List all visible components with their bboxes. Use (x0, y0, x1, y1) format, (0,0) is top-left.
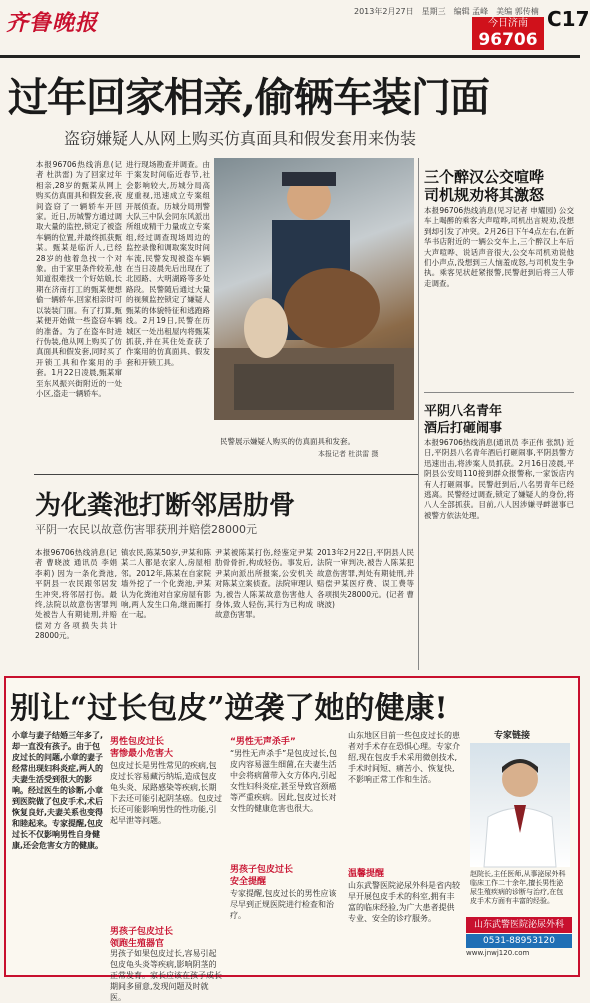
story2-column: 镇农民,陈某50岁,尹某和陈某二人都是农家人,房屋相邻。2012年,陈某在自家院墙外挖了一个化粪池,尹某认为化粪池对自家房屋有影响,两人发生口角,继而厮打在一起。 (121, 548, 211, 620)
story2-column: 尹某被陈某打伤,经鉴定尹某肋骨骨折,构成轻伤。事发后,尹某向派出所报案,公安机关对陈某立案侦查。法院审理认为,被告人陈某故意伤害他人身体,致人轻伤,其行为已构成故意伤害罪。 (215, 548, 313, 620)
ad-subheading: “男性无声杀手” (230, 737, 296, 747)
ad-headline: 别让“过长包皮”逆袭了她的健康! (10, 691, 448, 726)
section-label: 今日济南 (472, 17, 544, 31)
ad-intro: 小章与妻子结婚三年多了,却一直没有孩子。由于包皮过长的问题,小章的妻子经常出现妇科炎症,两人的夫妻生活受到很大的影响。经过医生的诊断,小章到医院做了包皮手术,术后恢复良好,夫妻关系也变得和睦起来。专家提醒,包皮过长不仅影响男性自身健康,还会危害女方的健康。 (12, 731, 104, 850)
page-number: C17 (547, 7, 590, 31)
doctor-portrait-illustration (470, 743, 570, 867)
photo-caption: 民警展示嫌疑人购买的仿真面具和发套。 (220, 437, 355, 446)
section-divider (34, 474, 418, 475)
doctor-bio: 赵院长,主任医师,从事泌尿外科临床工作二十余年,擅长男性泌尿生殖疾病的诊断与治疗,在包皮手术方面有丰富的经验。 (470, 870, 566, 905)
side2-body: 本报96706热线消息(通讯员 李正伟 张凯) 近日,平阴县八名青年酒后打砸闹事,平阴县警方迅速出击,将涉案人员抓获。2月16日凌晨,平阴县公安局110接到群众报警称,一家饭店内有人打砸闹事。民警赶到后,八名男青年已经逃离。民警经过调查,锁定了嫌疑人的身份,将八人全部抓获。目前,八人因涉嫌寻衅滋事已被警方依法处理。 (424, 438, 574, 520)
side-divider (424, 392, 574, 393)
story2-column: 本报96706热线消息(记者 曹晓波 通讯员 李娟 李莉) 因为一条化粪池,平阴县一农民跟邻居发生冲突,将邻居打伤。最终,法院以故意伤害罪判处被告人有期徒刑,并赔偿对方各项损失共计28000元。 (35, 548, 117, 641)
story1-column: 本报96706热线消息(记者 杜洪雷) 为了回家过年相亲,28岁的甄某从网上购买仿真面具和假发套,夜间盗窃了一辆轿车开回家。近日,历城警方通过调取大量的监控,锁定了被盗车辆的位置,并最终抓获甄某。甄某是临沂人,已经28岁的他着急找一个对象。由于家里条件较差,他知道很难找一个好姑娘,长期在济南打工的甄某便想偷一辆轿车,回家相亲时可以装装门面。有了打算,甄某便开始做一些盗窃车辆的准备。为了在盗车时进行伪装,他从网上购买了仿真面具和假发套,同时买了开锁工具和作案用的手套。1月22日凌晨,甄某窜至东风振兴街附近的一处小区,盗走一辆轿车。 (36, 160, 122, 398)
hotline-number: 96706 (472, 31, 544, 50)
ad-subheading: 温馨提醒 (348, 869, 385, 879)
ad-body: 山东武警医院泌尿外科是省内较早开展包皮手术的科室,拥有丰富的临床经验,为广大患者提供专业、安全的诊疗服务。 (348, 881, 460, 923)
header-rule (0, 55, 580, 58)
ad-body: 包皮过长是男性常见的疾病,包皮过长容易藏污纳垢,造成包皮龟头炎、尿路感染等疾病,长期下去还可能引起阴茎癌。包皮过长还可能影响男性的性功能,引起早泄等问题。 (110, 761, 222, 825)
story1-headline: 过年回家相亲,偷辆车装门面 (8, 74, 489, 121)
column-divider (418, 158, 419, 474)
hospital-name: 山东武警医院泌尿外科 (466, 917, 572, 933)
ad-subheading: 领跑生殖器官 (110, 939, 165, 949)
ad-body: “男性无声杀手”是包皮过长,包皮内容易滋生细菌,在夫妻生活中会将病菌带入女方体内,引起女性妇科炎症,甚至导致宫颈癌等严重疾病。因此,包皮过长对女性的健康危害也很大。 (230, 749, 337, 813)
column-divider (418, 474, 419, 670)
story2-subhead: 平阴一农民以故意伤害罪获刑并赔偿28000元 (35, 523, 257, 536)
story2-column: 2013年2月22日,平阴县人民法院一审判决,被告人陈某犯故意伤害罪,判处有期徒刑,并赔偿尹某医疗费、误工费等各项损失28000元。(记者 曹晓波) (317, 548, 414, 610)
ad-subheading: 害惨最小危害大 (110, 749, 174, 759)
ad-body: 山东地区目前一些包皮过长的患者对手术存在恐惧心理。专家介绍,现在包皮手术采用微创技术,手术时间短、痛苦小、恢复快,不影响正常工作和生活。 (348, 731, 460, 784)
expert-label: 专家链接 (494, 731, 531, 741)
ad-subheading: 男孩子包皮过长 (110, 927, 174, 937)
hospital-phone: 0531-88953120 (466, 934, 572, 948)
doctor-photo (470, 743, 570, 867)
side1-headline: 三个醉汉公交喧哗 (424, 168, 545, 186)
ad-body: 男孩子如果包皮过长,容易引起包皮龟头炎等疾病,影响阴茎的正常发育。家长应该在孩子成长期间多留意,发现问题及时就医。 (110, 949, 222, 1002)
ad-body: 专家提醒,包皮过长的男性应该尽早到正规医院进行检查和治疗。 (230, 889, 337, 920)
newspaper-logo: 齐鲁晚报 (6, 10, 99, 36)
story1-column: 进行现场勘查并调查。由于案发时间临近春节,社会影响较大,历城分局高度重视,迅速成立专案组开展侦查。历城分局刑警大队三中队会同东风派出所组成精干力量成立专案组,经过调查现场周边的监控录像和调取案发时间车流,民警发现被盗车辆在当日凌晨先后出现在了北园路、大明湖路等多处路段。民警随后通过大量的视频监控锁定了嫌疑人甄某的体貌特征和逃跑路线。2月19日,民警在历城区一处出租屋内将甄某抓获,并在其住处查获了作案用的仿真面具、假发套和开锁工具。 (126, 160, 210, 367)
hospital-website: www.jnwj120.com (466, 949, 530, 957)
side2-headline: 酒后打砸闹事 (424, 421, 503, 436)
news-photo (214, 158, 414, 420)
ad-subheading: 安全提醒 (230, 877, 267, 887)
photo-credit: 本报记者 杜洪雷 摄 (318, 450, 379, 458)
police-officer-photo-illustration (214, 158, 414, 420)
story1-subhead: 盗窃嫌疑人从网上购买仿真面具和假发套用来伪装 (64, 129, 417, 148)
ad-subheading: 男孩子包皮过长 (230, 865, 294, 875)
side1-body: 本报96706热线消息(见习记者 申耀园) 公交车上喝醉的乘客大声喧哗,司机出言规劝,没想到却引发了冲突。2月26日下午4点左右,在新华书店附近的一辆公交车上,三个醉汉上车后大声喧哗、说话声音很大,公交车司机劝说他们小声点,没想到三人恼羞成怒,与司机发生争执。乘客见状赶紧报警,民警赶到后将三人带走调查。 (424, 206, 574, 288)
dateline: 2013年2月27日 星期三 编辑 孟峰 美编 郭传楠 (354, 7, 539, 16)
story2-headline: 为化粪池打断邻居肋骨 (35, 491, 296, 521)
side2-headline: 平阴八名青年 (424, 404, 503, 419)
side1-headline: 司机规劝将其激怒 (424, 186, 545, 204)
ad-subheading: 男性包皮过长 (110, 737, 165, 747)
